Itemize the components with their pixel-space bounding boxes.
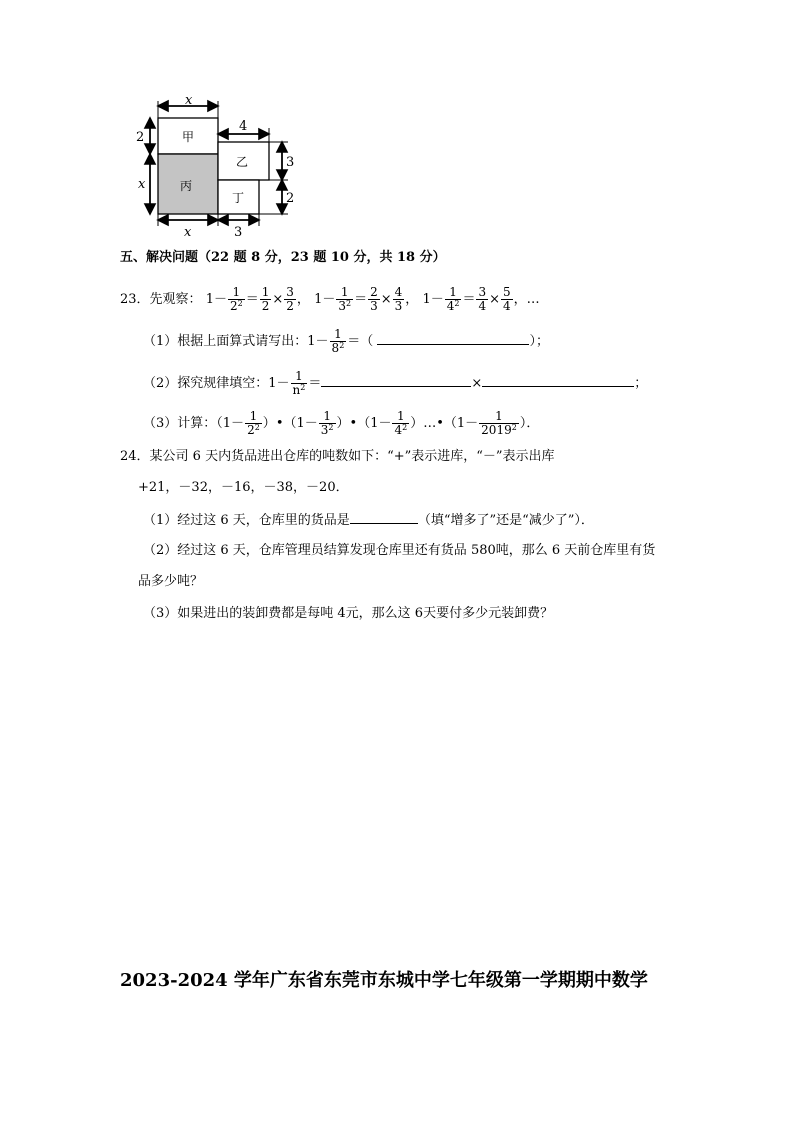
label-bottom-3: 3 [234, 225, 243, 238]
label-left-x: x [138, 177, 146, 192]
q24-part2-cont: 品多少吨？ [138, 574, 204, 589]
answer-blank[interactable] [377, 332, 529, 345]
q23-part2: （2）探究规律填空：1－ $\frac{1}{n^2}$ ＝ × ； [143, 369, 648, 397]
label-right-3: 3 [286, 155, 295, 170]
label-yi: 乙 [236, 155, 249, 169]
answer-blank[interactable] [321, 374, 471, 387]
section-title: 五、解决问题（22 题 8 分，23 题 10 分，共 18 分） [120, 250, 446, 265]
label-right-2: 2 [286, 191, 295, 206]
answer-blank[interactable] [482, 374, 634, 387]
label-bottom-x: x [184, 225, 192, 238]
q23-part1: （1）根据上面算式请写出：1－ $\frac{1}{8^2}$ ＝（ ）； [143, 327, 549, 355]
q24-part3: （3）如果进出的装卸费都是每吨 4元，那么这 6天要付多少元装卸费？ [143, 606, 554, 621]
q24-part2: （2）经过这 6 天，仓库管理员结算发现仓库里还有货品 580吨，那么 6 天前仓库里有货 [143, 543, 656, 558]
label-jia: 甲 [182, 130, 195, 144]
label-ding: 丁 [232, 191, 245, 205]
label-bing: 丙 [180, 179, 193, 193]
q23-intro: 23．先观察： 1－ $\frac{1}{2^2}$ ＝ $\frac{1}{2}$ × $\frac{3}{2}$ ， 1－ $\frac{1}{3^2}$ ＝ $\frac{2}{3}$ × $\frac{4}{3}$ ， 1－ $\frac{1}{4^2}$ ＝ $\frac{3}{4}$ × $\frac{5}{4}$ ，… [120, 285, 540, 313]
label-left-2: 2 [136, 130, 145, 145]
answer-blank[interactable] [350, 511, 418, 524]
exam-title: 2023-2024 学年广东省东莞市东城中学七年级第一学期期中数学 [120, 970, 648, 991]
q23-part3: （3）计算：（1－ $\frac{1}{2^2}$ ）•（1－ $\frac{1}{3^2}$ ）•（1－ $\frac{1}{4^2}$ ）…•（1－ $\frac{1}{2019^2}$ ）． [143, 409, 540, 437]
q24-data: +21，－32，－16，－38，－20． [138, 480, 349, 495]
label-top-4: 4 [239, 119, 248, 134]
q24-intro: 24．某公司 6 天内货品进出仓库的吨数如下：“+”表示进库，“－”表示出库 [120, 449, 555, 464]
rectangle-figure [130, 96, 300, 238]
label-top-x: x [185, 96, 193, 108]
q24-part1: （1）经过这 6 天，仓库里的货品是 （填“增多了”还是“减少了”）． [143, 513, 594, 528]
